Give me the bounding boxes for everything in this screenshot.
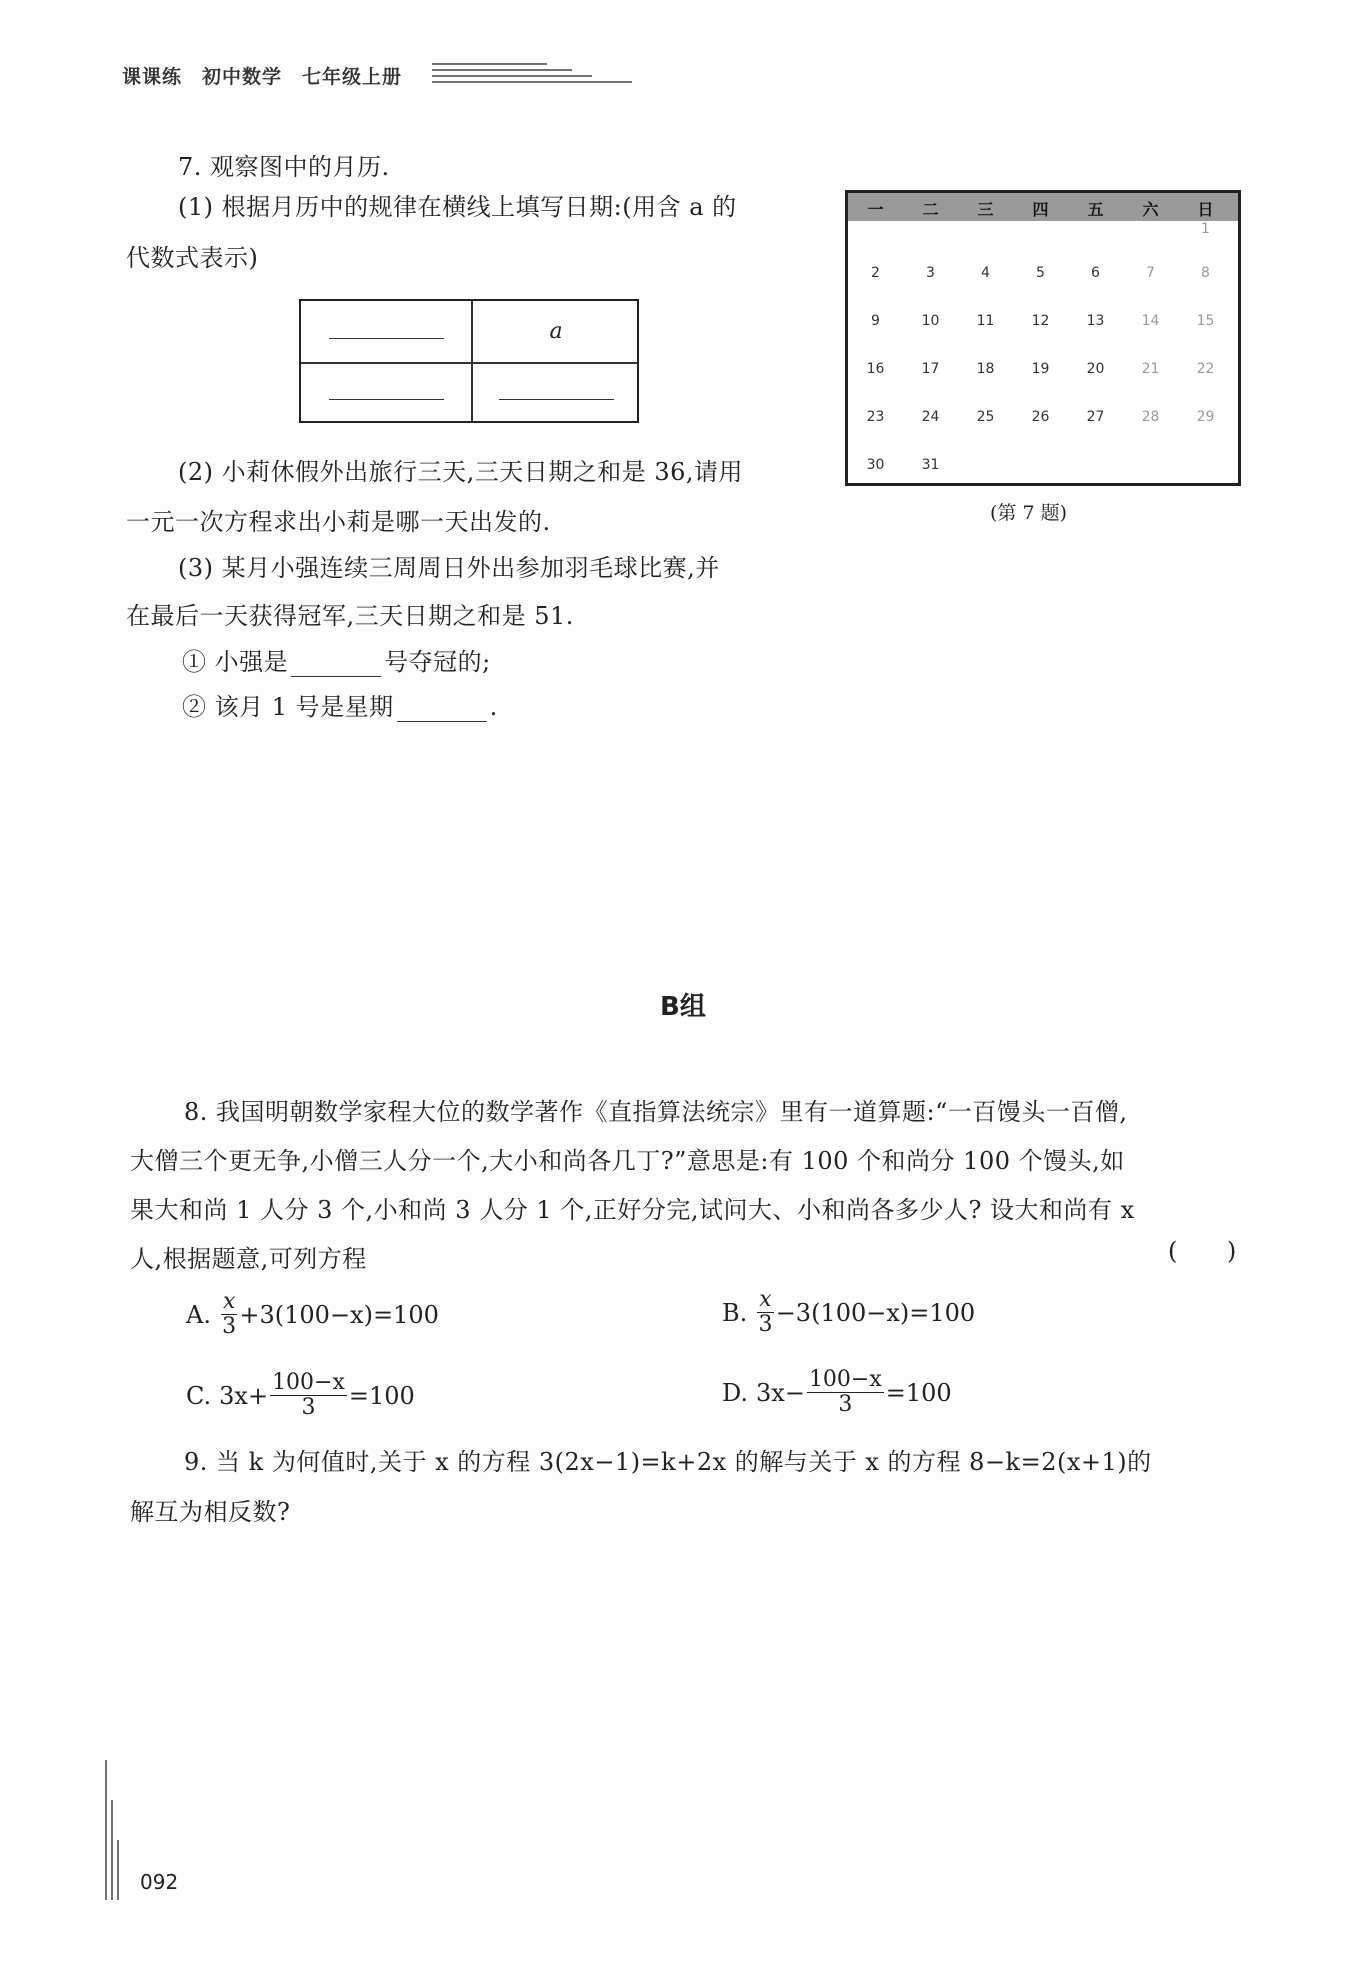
calendar-day: 11 [976, 313, 995, 329]
weekday-mon: 一 [867, 200, 884, 219]
weekday-sat: 六 [1142, 200, 1159, 219]
answer-paren[interactable]: ( ) [1168, 1237, 1237, 1265]
calendar-day: 25 [976, 409, 995, 425]
calendar-day: 24 [921, 409, 940, 425]
calendar-day: 1 [1201, 221, 1210, 237]
calendar-day: 6 [1091, 265, 1100, 281]
answer-table [299, 299, 639, 423]
calendar-day: 8 [1201, 265, 1210, 281]
calendar-day: 28 [1141, 409, 1160, 425]
figure-caption: (第 7 题) [990, 502, 1067, 524]
calendar-day: 2 [871, 265, 880, 281]
table-cell-top-right: a [549, 319, 563, 344]
option-d[interactable]: D. 3x− $\frac{100-x}{3}$ =100 [722, 1367, 952, 1417]
calendar-day: 16 [866, 361, 885, 377]
q7-part2-line2: 一元一次方程求出小莉是哪一天出发的. [126, 508, 551, 536]
q7-part3-line1: (3) 某月小强连续三周周日外出参加羽毛球比赛,并 [178, 554, 720, 582]
q7-part3-line2: 在最后一天获得冠军,三天日期之和是 51. [126, 602, 574, 630]
weekday-fri: 五 [1087, 200, 1104, 219]
page-number: 092 [140, 1870, 179, 1894]
calendar-day: 14 [1141, 313, 1160, 329]
calendar-day: 26 [1031, 409, 1050, 425]
option-a[interactable]: A. $\frac{x}{3}$ +3(100−x)=100 [186, 1289, 439, 1339]
table-cell-top-left[interactable] [301, 301, 471, 362]
calendar-day: 17 [921, 361, 940, 377]
calendar-day: 21 [1141, 361, 1160, 377]
q9-line2: 解互为相反数? [130, 1498, 291, 1526]
q7-part1-line2: 代数式表示) [126, 244, 259, 272]
q9-line1: 9. 当 k 为何值时,关于 x 的方程 3(2x−1)=k+2x 的解与关于 x 的方程 8−k=2(x+1)的 [184, 1448, 1152, 1476]
calendar-day: 12 [1031, 313, 1050, 329]
calendar-day: 15 [1196, 313, 1215, 329]
option-c[interactable]: C. 3x+ $\frac{100-x}{3}$ =100 [186, 1370, 415, 1420]
q7-sub2: ② 该月 1 号是星期 . [182, 693, 498, 721]
calendar-day: 13 [1086, 313, 1105, 329]
calendar-weekday-row [848, 193, 1238, 221]
calendar [845, 190, 1241, 486]
calendar-day: 10 [921, 313, 940, 329]
table-cell-bottom-left[interactable] [301, 362, 471, 423]
calendar-day: 4 [981, 265, 990, 281]
margin-rule-lines [104, 1760, 124, 1900]
calendar-day: 22 [1196, 361, 1215, 377]
calendar-day: 31 [921, 457, 940, 473]
sub1-blank[interactable] [291, 652, 381, 677]
q7-sub1: ① 小强是 号夺冠的; [182, 648, 491, 676]
running-header: 课课练 初中数学 七年级上册 [122, 66, 403, 88]
header-rule-lines [432, 60, 632, 86]
calendar-day: 27 [1086, 409, 1105, 425]
calendar-day: 3 [926, 265, 935, 281]
group-title: B组 [660, 992, 706, 1022]
calendar-day: 29 [1196, 409, 1215, 425]
calendar-day: 19 [1031, 361, 1050, 377]
calendar-day: 18 [976, 361, 995, 377]
weekday-tue: 二 [922, 200, 939, 219]
q7-title: 7. 观察图中的月历. [178, 153, 390, 181]
weekday-sun: 日 [1197, 200, 1214, 219]
calendar-day: 20 [1086, 361, 1105, 377]
q8-line4: 人,根据题意,可列方程 [130, 1245, 367, 1273]
weekday-wed: 三 [977, 200, 994, 219]
calendar-day: 30 [866, 457, 885, 473]
q8-line1: 8. 我国明朝数学家程大位的数学著作《直指算法统宗》里有一道算题:“一百馒头一百僧, [184, 1098, 1128, 1126]
table-cell-bottom-right[interactable] [471, 362, 641, 423]
weekday-thu: 四 [1032, 200, 1049, 219]
calendar-day: 9 [871, 313, 880, 329]
sub2-blank[interactable] [397, 697, 487, 722]
option-b[interactable]: B. $\frac{x}{3}$ −3(100−x)=100 [722, 1287, 976, 1337]
calendar-day: 5 [1036, 265, 1045, 281]
q8-line3: 果大和尚 1 人分 3 个,小和尚 3 人分 1 个,正好分完,试问大、小和尚各多少人? 设大和尚有 x [130, 1196, 1135, 1224]
calendar-day: 23 [866, 409, 885, 425]
q8-line2: 大僧三个更无争,小僧三人分一个,大小和尚各几丁?”意思是:有 100 个和尚分 100 个馒头,如 [130, 1147, 1125, 1175]
q7-part2-line1: (2) 小莉休假外出旅行三天,三天日期之和是 36,请用 [178, 458, 744, 486]
q7-part1-line1: (1) 根据月历中的规律在横线上填写日期:(用含 a 的 [178, 193, 737, 221]
calendar-day: 7 [1146, 265, 1155, 281]
